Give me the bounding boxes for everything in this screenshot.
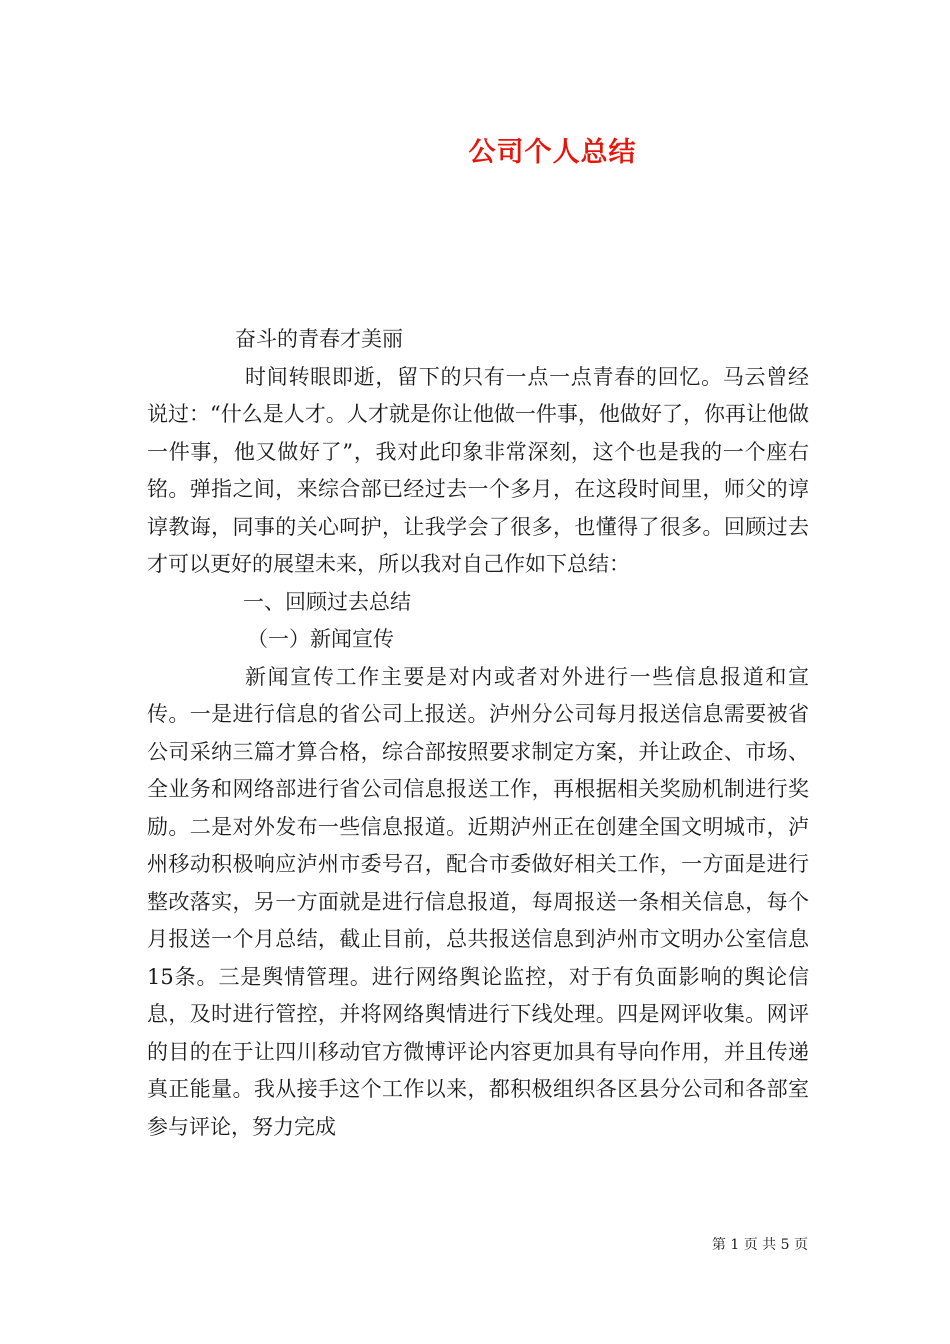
document-body xyxy=(147,321,809,1146)
document-title: 公司个人总结 xyxy=(468,137,637,168)
page-number-footer: 第 1 页 共 5 页 xyxy=(711,1237,808,1253)
section-heading-review: 一、回顾过去总结 xyxy=(243,589,411,614)
intro-paragraph: 时间转眼即逝，留下的只有一点一点青春的回忆。马云曾经说过：“什么是人才。人才就是你让他做一件事，他做好了，你再让他做一件事，他又做好了”，我对此印象非常深刻，这个也是我的一个座右铭。弹指之间，来综合部已经过去一个多月，在这段时间里，师父的谆谆教诲，同事的关心呵护，让我学会了很多，也懂得了很多。回顾过去才可以更好的展望未来，所以我对自己作如下总结： xyxy=(147,364,809,576)
document-subtitle: 奋斗的青春才美丽 xyxy=(235,327,403,351)
news-paragraph: 新闻宣传工作主要是对内或者对外进行一些信息报道和宣传。一是进行信息的省公司上报送。泸州分公司每月报送信息需要被省公司采纳三篇才算合格，综合部按照要求制定方案，并让政企、市场、全业务和网络部进行省公司信息报送工作，再根据相关奖励机制进行奖励。二是对外发布一些信息报道。近期泸州正在创建全国文明城市，泸州移动积极响应泸州市委号召，配合市委做好相关工作，一方面是进行整改落实，另一方面就是进行信息报道，每周报送一条相关信息，每个月报送一个月总结，截止目前，总共报送信息到泸州市文明办公室信息15条。三是舆情管理。进行网络舆论监控，对于有负面影响的舆论信息，及时进行管控，并将网络舆情进行下线处理。四是网评收集。网评的目的在于让四川移动官方微博评论内容更加具有导向作用，并且传递真正能量。我从接手这个工作以来，都积极组织各区县分公司和各部室参与评论，努力完成 xyxy=(147,664,809,1139)
subsection-heading-news: （一）新闻宣传 xyxy=(247,627,394,651)
